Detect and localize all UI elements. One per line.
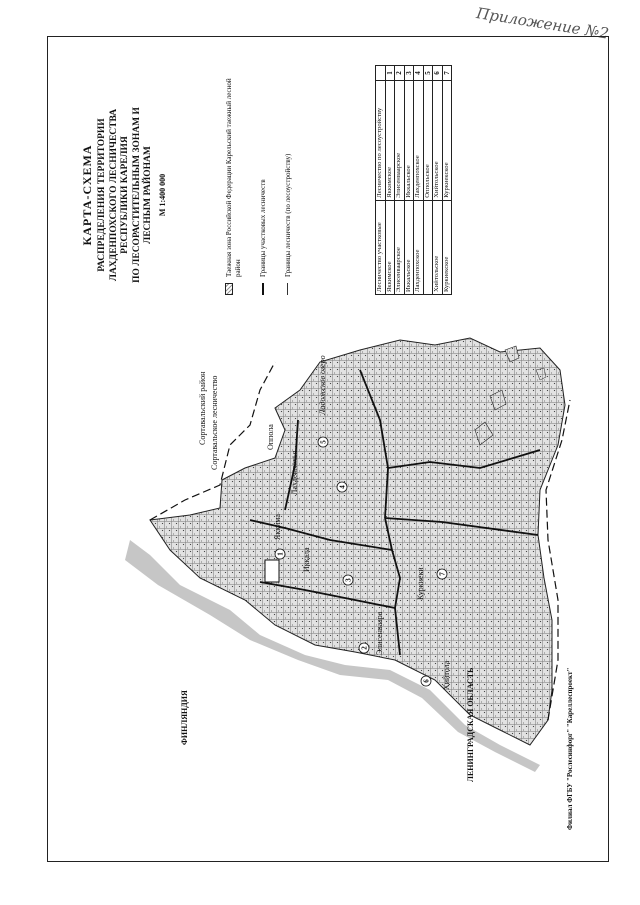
table-cell: Элисенваарское (395, 200, 405, 294)
footer-organization: Филиал ФГБУ "Рослесинфорг" "Кареллеспроект" (566, 667, 574, 830)
svg-text:7: 7 (438, 572, 447, 576)
table-cell: Иккальское (404, 81, 414, 201)
district-label-lakhdenpokhya: Лахденпохья (290, 450, 299, 495)
svg-text:1: 1 (276, 552, 285, 556)
legend-text: Границы лесничеств (по лесоустройству) (284, 153, 292, 277)
svg-text:3: 3 (344, 578, 353, 582)
marker-3 (343, 575, 353, 585)
title-line: ЛАХДЕНПОХСКОГО ЛЕСНИЧЕСТВА (108, 108, 119, 282)
table-cell: Лахденпохское (414, 200, 424, 294)
inset-block (265, 560, 279, 582)
marker-1 (275, 549, 285, 559)
table-cell: Куркиекское (442, 81, 452, 201)
table-cell: Элисенваарское (395, 81, 405, 201)
title-block (80, 70, 167, 320)
handwritten-annotation: Приложение №2 (475, 4, 611, 43)
thin-line-swatch-icon (284, 283, 292, 295)
marker-6 (421, 676, 431, 686)
leningrad-label: ЛЕНИНГРАДСКАЯ ОБЛАСТЬ (466, 667, 475, 782)
district-label-kurkieki: Куркиеки (416, 567, 425, 600)
table-row (442, 66, 452, 295)
table-cell: 5 (423, 66, 433, 81)
district-label-yakkima: Яккима (273, 514, 282, 540)
legend-text: Границы участковых лесничеств (259, 179, 267, 277)
table-row (423, 66, 433, 295)
table-cell: Яккимское (385, 81, 395, 201)
svg-text:5: 5 (319, 440, 328, 444)
table-cell: 3 (404, 66, 414, 81)
table-header: Лесничество по лесоустройству (376, 81, 386, 201)
table-cell: Яккимское (385, 200, 395, 294)
finland-label: ФИНЛЯНДИЯ (180, 690, 189, 745)
district-label-ikkala: Иккала (302, 547, 311, 572)
title-line: ПО ЛЕСОРАСТИТЕЛЬНЫМ ЗОНАМ И (131, 107, 142, 283)
table-row (433, 66, 443, 295)
svg-text:6: 6 (422, 679, 431, 683)
lake-label: Ладожское озеро (318, 355, 327, 415)
marker-2 (359, 643, 369, 653)
table-cell: Оппольское (423, 81, 433, 201)
table-cell: 4 (414, 66, 424, 81)
title-line: ЛЕСНЫМ РАЙОНАМ (143, 146, 153, 244)
legend-item-district-boundaries (259, 65, 268, 295)
table-cell: Хийтольское (433, 81, 443, 201)
legend-item-forestry-boundaries (284, 65, 293, 295)
table-header: Лесничество участковые (376, 200, 386, 294)
marker-7 (437, 569, 447, 579)
map-scale: М 1:400 000 (157, 173, 167, 217)
table-cell: 6 (433, 66, 443, 81)
table-row (404, 66, 414, 295)
district-label-elisenvaara: Элисенваара (375, 611, 384, 655)
svg-text:2: 2 (360, 646, 369, 650)
hatch-swatch-icon (225, 283, 233, 295)
title-line: РЕСПУБЛИКИ КАРЕЛИЯ (120, 136, 130, 254)
table-cell: Хийтольское (433, 200, 443, 294)
marker-5 (318, 437, 328, 447)
table-cell: Куркиекское (442, 200, 452, 294)
legend-item-taiga (225, 65, 243, 295)
district-label-oppola: Оппола (266, 424, 275, 450)
table-cell: Лахденпохское (414, 81, 424, 201)
neighbor-forestry-label: Сортавальское лесничество (210, 375, 219, 470)
svg-text:4: 4 (338, 485, 347, 489)
district-label-khiytola: Хийтола (442, 660, 451, 690)
table-row (414, 66, 424, 295)
table-header (376, 66, 386, 81)
table-cell: 1 (385, 66, 395, 81)
title-line: РАСПРЕДЕЛЕНИЯ ТЕРРИТОРИИ (97, 118, 107, 272)
thick-line-swatch-icon (259, 283, 267, 295)
table-cell: 2 (395, 66, 405, 81)
table-row (395, 66, 405, 295)
forestry-map (70, 300, 590, 840)
table-row (385, 66, 395, 295)
map-sheet (70, 60, 590, 840)
page-title: КАРТА-СХЕМА (80, 144, 94, 246)
districts-table (375, 65, 452, 295)
legend-text: Таежная зона Российской Федерации Карельский таежный лесной район (225, 78, 242, 277)
table-cell: Иккальское (404, 200, 414, 294)
table-header-row (376, 66, 386, 295)
neighbor-district-label: Сортавальский район (198, 371, 207, 445)
table-cell (423, 200, 433, 294)
marker-4 (337, 482, 347, 492)
table-cell: 7 (442, 66, 452, 81)
map-legend (225, 65, 309, 295)
